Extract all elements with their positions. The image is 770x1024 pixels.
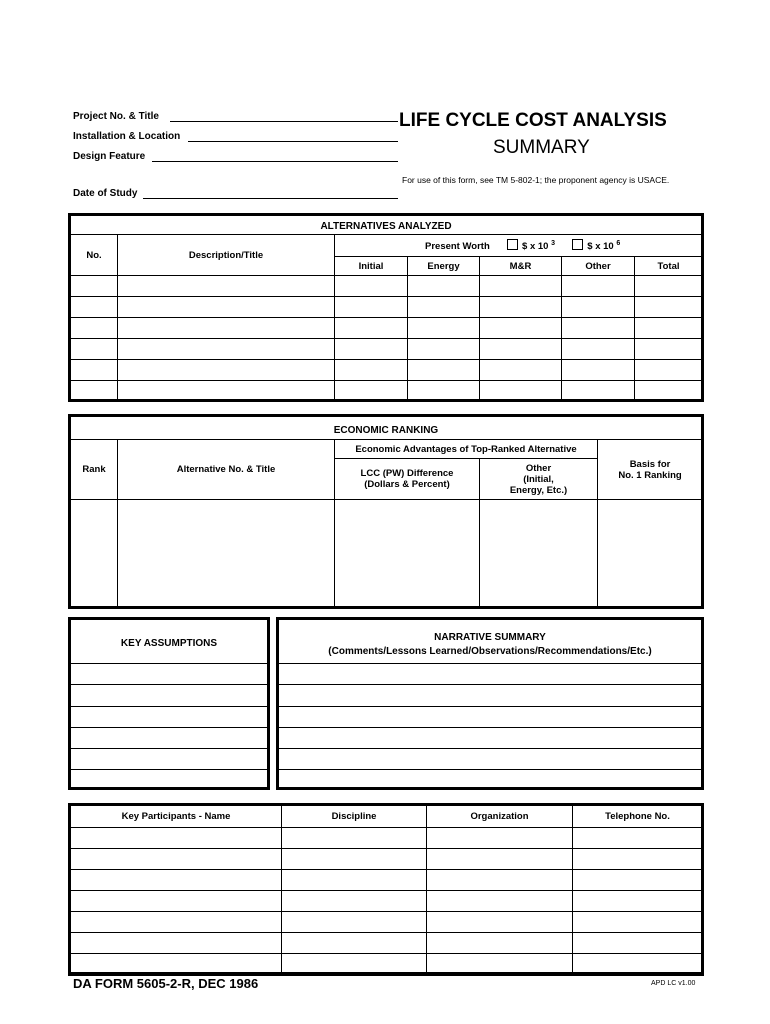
cell[interactable]	[71, 891, 282, 912]
col-initial-header: Initial	[335, 257, 408, 276]
other-line3: Energy, Etc.)	[509, 484, 568, 496]
col-energy-header: Energy	[408, 257, 480, 276]
col-alternative-header: Alternative No. & Title	[118, 440, 335, 500]
cell[interactable]	[335, 381, 408, 401]
advantages-header: Economic Advantages of Top-Ranked Alternative	[335, 440, 598, 459]
cell[interactable]	[335, 276, 408, 297]
cell[interactable]	[118, 276, 335, 297]
table-row	[71, 360, 703, 381]
basis-header	[598, 440, 703, 500]
table-row	[71, 870, 703, 891]
table-row	[71, 297, 703, 318]
col-discipline-header: Discipline	[282, 806, 427, 828]
cell[interactable]	[573, 849, 703, 870]
col-organization-header: Organization	[427, 806, 573, 828]
col-no-header: No.	[71, 235, 118, 276]
cell[interactable]	[71, 849, 282, 870]
cell[interactable]	[635, 297, 703, 318]
date-field[interactable]	[143, 198, 398, 199]
cell[interactable]	[335, 318, 408, 339]
col-total-header: Total	[635, 257, 703, 276]
cell[interactable]	[71, 318, 118, 339]
cell[interactable]	[562, 297, 635, 318]
cell[interactable]	[635, 339, 703, 360]
cell[interactable]	[427, 870, 573, 891]
cell[interactable]	[118, 339, 335, 360]
cell[interactable]	[71, 500, 118, 608]
cell[interactable]	[427, 933, 573, 954]
cell[interactable]	[598, 500, 703, 608]
project-label: Project No. & Title	[73, 111, 159, 122]
present-worth-cell	[335, 235, 703, 257]
form-number: DA FORM 5605-2-R, DEC 1986	[73, 976, 259, 991]
cell[interactable]	[335, 297, 408, 318]
other-line2: (Initial,	[523, 473, 554, 485]
cell[interactable]	[335, 360, 408, 381]
cell[interactable]	[480, 297, 562, 318]
cell[interactable]	[635, 318, 703, 339]
col-mr-header: M&R	[480, 257, 562, 276]
form-subtitle: SUMMARY	[493, 137, 590, 158]
cell[interactable]	[573, 828, 703, 849]
table-row	[71, 891, 703, 912]
cell[interactable]	[573, 891, 703, 912]
key-assumptions-section	[68, 617, 270, 790]
cell[interactable]	[408, 297, 480, 318]
cell[interactable]	[427, 828, 573, 849]
cell[interactable]	[427, 849, 573, 870]
basis-line1: Basis for	[629, 458, 671, 470]
alternatives-table	[70, 234, 703, 401]
table-row	[71, 318, 703, 339]
cell[interactable]	[635, 381, 703, 401]
millions-option-label: $ x 10	[587, 241, 614, 252]
usage-note: For use of this form, see TM 5-802-1; the proponent agency is USACE.	[402, 175, 670, 185]
cell[interactable]	[427, 891, 573, 912]
col-rank-header: Rank	[71, 440, 118, 500]
project-field[interactable]	[170, 121, 398, 122]
table-row	[71, 381, 703, 401]
cell[interactable]	[427, 954, 573, 973]
cell[interactable]	[71, 828, 282, 849]
cell[interactable]	[562, 381, 635, 401]
cell[interactable]	[71, 381, 118, 401]
cell[interactable]	[282, 954, 427, 973]
cell[interactable]	[71, 954, 282, 973]
cell[interactable]	[635, 276, 703, 297]
alternatives-section	[68, 213, 704, 402]
cell[interactable]	[562, 339, 635, 360]
cell[interactable]	[71, 870, 282, 891]
cell[interactable]	[562, 318, 635, 339]
cell[interactable]	[480, 360, 562, 381]
assumptions-heading: KEY ASSUMPTIONS	[120, 638, 218, 649]
design-feature-label: Design Feature	[73, 151, 146, 162]
basis-line2: No. 1 Ranking	[618, 469, 682, 481]
lcc-line2: (Dollars & Percent)	[364, 479, 450, 490]
cell[interactable]	[408, 318, 480, 339]
ranking-heading: ECONOMIC RANKING	[333, 425, 439, 436]
form-title: LIFE CYCLE COST ANALYSIS	[399, 110, 667, 131]
cell[interactable]	[282, 849, 427, 870]
cell[interactable]	[480, 318, 562, 339]
table-row	[71, 339, 703, 360]
cell[interactable]	[335, 500, 480, 608]
lcc-line1: LCC (PW) Difference	[360, 468, 454, 479]
installation-field[interactable]	[188, 141, 398, 142]
millions-checkbox[interactable]	[572, 239, 583, 250]
col-description-header: Description/Title	[118, 235, 335, 276]
table-row	[71, 828, 703, 849]
cell[interactable]	[562, 276, 635, 297]
cell[interactable]	[282, 870, 427, 891]
cell[interactable]	[427, 912, 573, 933]
cell[interactable]	[480, 339, 562, 360]
cell[interactable]	[562, 360, 635, 381]
col-other-header: Other	[562, 257, 635, 276]
thousands-checkbox[interactable]	[507, 239, 518, 250]
lcc-header	[335, 459, 480, 500]
cell[interactable]	[71, 297, 118, 318]
cell[interactable]	[408, 360, 480, 381]
other-line1: Other	[525, 462, 552, 474]
cell[interactable]	[480, 381, 562, 401]
cell[interactable]	[118, 360, 335, 381]
cell[interactable]	[282, 891, 427, 912]
narrative-summary-section	[276, 617, 704, 790]
present-worth-label: Present Worth	[425, 241, 490, 252]
table-row	[71, 933, 703, 954]
version-label: APD LC v1.00	[651, 980, 696, 987]
cell[interactable]	[71, 276, 118, 297]
participants-table	[70, 805, 703, 973]
installation-label: Installation & Location	[73, 131, 181, 142]
cell[interactable]	[71, 360, 118, 381]
cell[interactable]	[573, 954, 703, 973]
table-row	[71, 276, 703, 297]
millions-exponent: 6	[616, 239, 621, 247]
cell[interactable]	[635, 360, 703, 381]
design-feature-field[interactable]	[152, 161, 398, 162]
cell[interactable]	[480, 276, 562, 297]
cell[interactable]	[282, 933, 427, 954]
cell[interactable]	[573, 870, 703, 891]
cell[interactable]	[408, 276, 480, 297]
cell[interactable]	[118, 381, 335, 401]
cell[interactable]	[118, 297, 335, 318]
participants-section	[68, 803, 704, 976]
cell[interactable]	[282, 828, 427, 849]
cell[interactable]	[118, 500, 335, 608]
thousands-option-label: $ x 10	[522, 241, 549, 252]
cell[interactable]	[71, 933, 282, 954]
table-row	[71, 954, 703, 973]
cell[interactable]	[282, 912, 427, 933]
other-header	[480, 459, 598, 500]
col-name-header: Key Participants - Name	[71, 806, 282, 828]
narrative-heading: NARRATIVE SUMMARY	[434, 632, 546, 643]
cell[interactable]	[573, 912, 703, 933]
cell[interactable]	[71, 339, 118, 360]
table-row	[71, 849, 703, 870]
narrative-subheading: (Comments/Lessons Learned/Observations/Recommendations/Etc.)	[328, 646, 652, 657]
cell[interactable]	[408, 339, 480, 360]
cell[interactable]	[480, 500, 598, 608]
cell[interactable]	[118, 318, 335, 339]
thousands-exponent: 3	[551, 239, 556, 247]
cell[interactable]	[71, 912, 282, 933]
economic-ranking-section	[68, 414, 704, 609]
alternatives-heading: ALTERNATIVES ANALYZED	[320, 221, 452, 232]
cell[interactable]	[573, 933, 703, 954]
date-label: Date of Study	[73, 188, 138, 199]
cell[interactable]	[335, 339, 408, 360]
cell[interactable]	[408, 381, 480, 401]
table-row	[71, 912, 703, 933]
col-telephone-header: Telephone No.	[573, 806, 703, 828]
ranking-table	[70, 439, 703, 608]
table-row	[71, 500, 703, 608]
